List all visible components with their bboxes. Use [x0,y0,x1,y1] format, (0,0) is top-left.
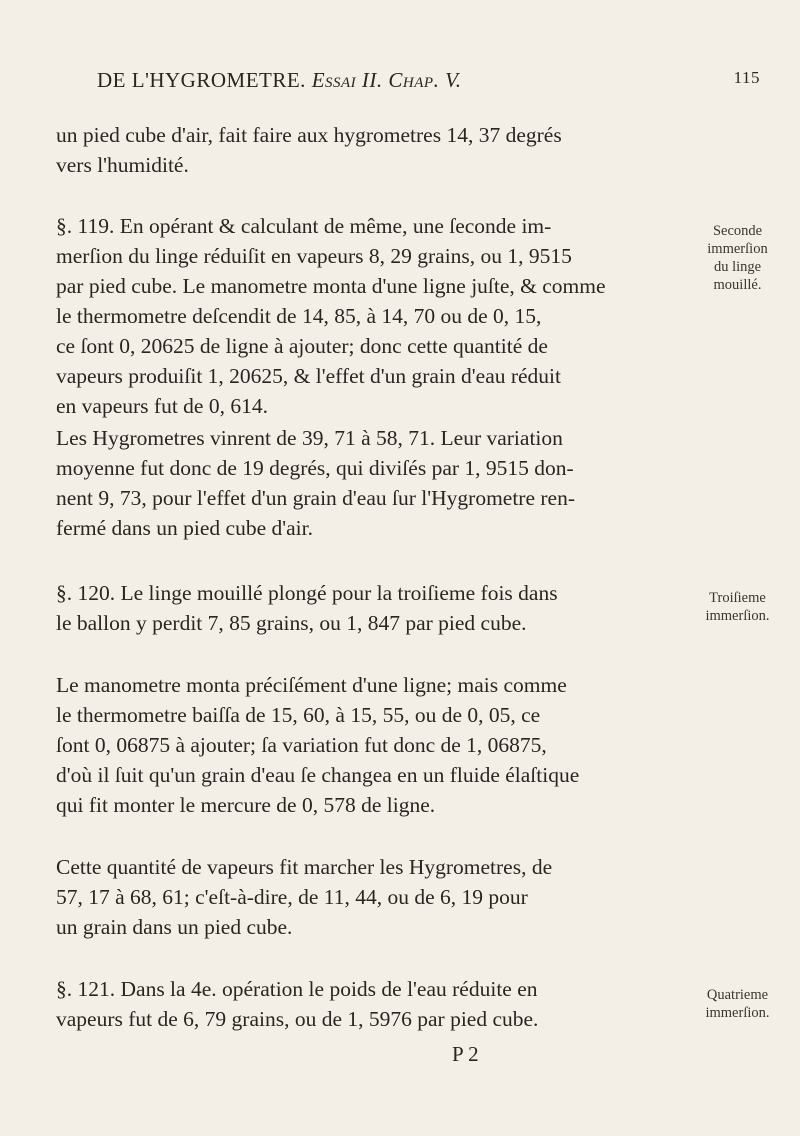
text-line: qui fit monter le mercure de 0, 578 de ligne. [56,793,436,817]
text-line: par pied cube. Le manometre monta d'une ligne juſte, & comme [56,274,606,298]
running-header [70,68,760,98]
running-title [97,68,461,93]
paragraph-manometre [56,670,656,820]
text-line: le thermometre baiſſa de 15, 60, à 15, 55, ou de 0, 05, ce [56,703,541,727]
text-line: moyenne fut donc de 19 degrés, qui diviſés par 1, 9515 don- [56,456,574,480]
text-line: 57, 17 à 68, 61; c'eſt-à-dire, de 11, 44, ou de 6, 19 pour [56,885,528,909]
paragraph-section-120 [56,578,656,638]
margin-note-quatrieme-immersion [690,986,785,1022]
signature-mark: P 2 [452,1042,479,1066]
text-line: nent 9, 73, pour l'effet d'un grain d'eau ſur l'Hygrometre ren- [56,486,575,510]
text-line: ſont 0, 06875 à ajouter; ſa variation fut donc de 1, 06875, [56,733,547,757]
text-line: le thermometre deſcendit de 14, 85, à 14, 70 ou de 0, 15, [56,304,542,328]
margin-note-line: immerſion. [705,608,770,624]
text-line: §. 119. En opérant & calculant de même, une ſeconde im- [56,214,552,238]
text-line: Le manometre monta préciſément d'une ligne; mais comme [56,673,567,697]
text-line: ce ſont 0, 20625 de ligne à ajouter; donc cette quantité de [56,334,548,358]
text-line: d'où il ſuit qu'un grain d'eau ſe changea en un fluide élaſtique [56,763,580,787]
paragraph-1 [56,120,656,180]
margin-note-line: immerſion [707,241,768,257]
text-line: merſion du linge réduiſit en vapeurs 8, 29 grains, ou 1, 9515 [56,244,572,268]
text-line: fermé dans un pied cube d'air. [56,516,314,540]
margin-note-line: Quatrieme [706,987,769,1003]
text-line: Les Hygrometres vinrent de 39, 71 à 58, 71. Leur variation [56,426,563,450]
running-title-italic: Eſſai II. Chap. V. [311,68,462,92]
margin-note-line: du linge [713,259,762,275]
margin-note-line: Troiſieme [709,590,766,606]
text-line: le ballon y perdit 7, 85 grains, ou 1, 847 par pied cube. [56,611,527,635]
paragraph-hygrometres [56,423,656,543]
margin-note-line: mouillé. [713,277,762,293]
margin-note-seconde-immersion [690,222,785,294]
text-line: §. 121. Dans la 4e. opération le poids de l'eau réduite en [56,977,538,1001]
paragraph-section-119 [56,211,656,421]
text-line: vers l'humidité. [56,153,189,177]
margin-note-line: Seconde [712,223,763,239]
text-line: un grain dans un pied cube. [56,915,293,939]
paragraph-section-121 [56,974,656,1034]
text-line: §. 120. Le linge mouillé plongé pour la troiſieme fois dans [56,581,558,605]
margin-note-line: immerſion. [705,1005,770,1021]
text-line: vapeurs produiſit 1, 20625, & l'effet d'un grain d'eau réduit [56,364,562,388]
paragraph-quantite [56,852,656,942]
text-line: en vapeurs fut de 0, 614. [56,394,268,418]
text-line: vapeurs fut de 6, 79 grains, ou de 1, 5976 par pied cube. [56,1007,539,1031]
text-line: un pied cube d'air, fait faire aux hygrometres 14, 37 degrés [56,123,562,147]
text-line: Cette quantité de vapeurs fit marcher les Hygrometres, de [56,855,553,879]
page-number: 115 [733,68,760,87]
running-title-roman: DE L'HYGROMETRE. [97,68,306,92]
margin-note-troisieme-immersion [690,589,785,625]
